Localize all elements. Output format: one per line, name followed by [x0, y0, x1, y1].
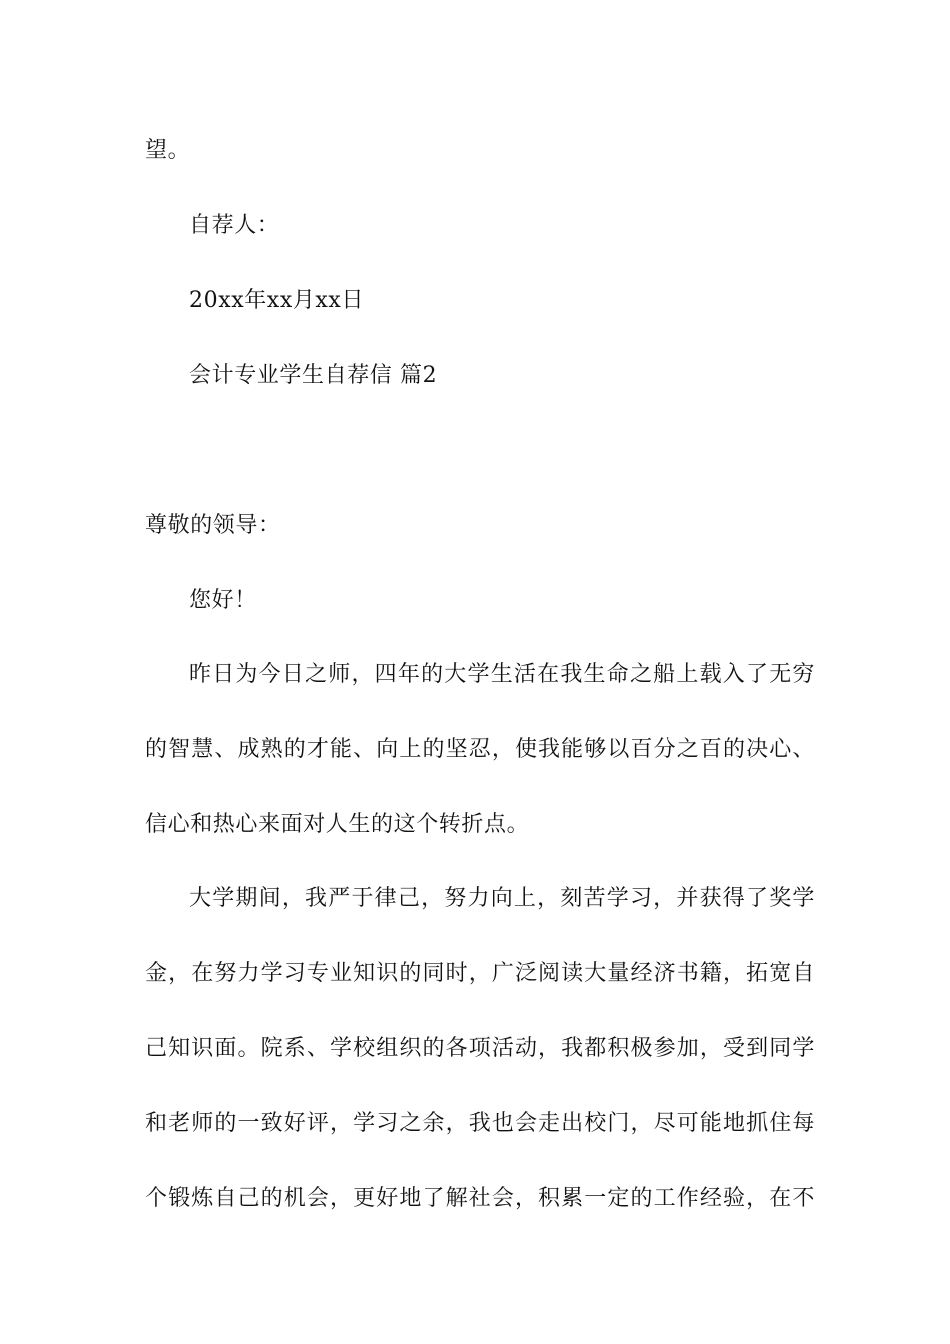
paragraph-line: 大学期间，我严于律己，努力向上，刻苦学习，并获得了奖学	[189, 886, 815, 911]
signature-label: 自荐人：	[189, 213, 280, 238]
salutation: 尊敬的领导：	[145, 513, 281, 538]
paragraph-line: 个锻炼自己的机会，更好地了解社会，积累一定的工作经验，在不	[145, 1186, 815, 1211]
greeting: 您好！	[189, 588, 257, 613]
letter-date: 20xx年xx月xx日	[189, 288, 365, 313]
previous-letter-ending: 望。	[145, 138, 191, 163]
paragraph-line: 信心和热心来面对人生的这个转折点。	[145, 812, 530, 837]
paragraph-line: 的智慧、成熟的才能、向上的坚忍，使我能够以百分之百的决心、	[145, 737, 815, 762]
paragraph-line: 己知识面。院系、学校组织的各项活动，我都积极参加，受到同学	[145, 1036, 815, 1061]
paragraph-line: 昨日为今日之师，四年的大学生活在我生命之船上载入了无穷	[189, 662, 815, 687]
paragraph-line: 和老师的一致好评，学习之余，我也会走出校门，尽可能地抓住每	[145, 1111, 815, 1136]
section-heading: 会计专业学生自荐信 篇2	[189, 363, 438, 388]
paragraph-line: 金，在努力学习专业知识的同时，广泛阅读大量经济书籍，拓宽自	[145, 961, 815, 986]
